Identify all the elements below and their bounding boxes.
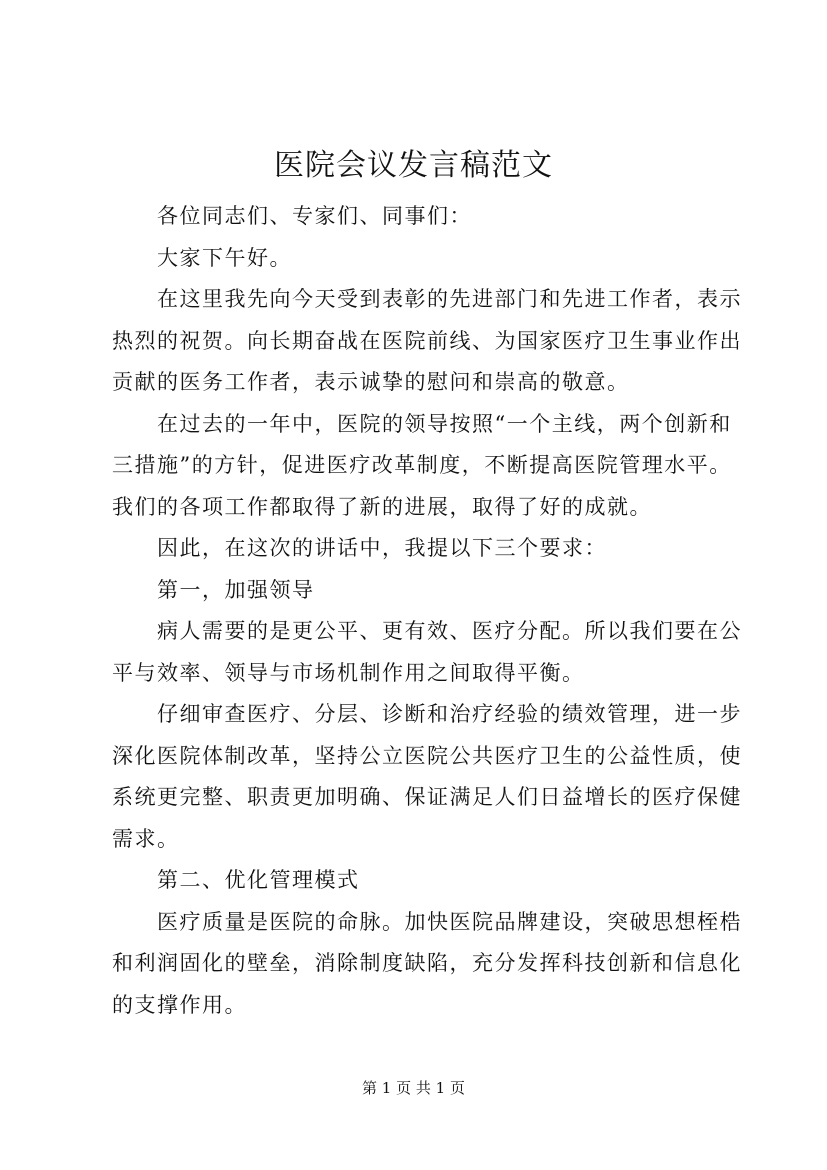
section-heading: 第二、优化管理模式 [157,868,360,892]
document-title: 医院会议发言稿范文 [274,148,553,183]
paragraph-line: 的支撑作用。 [112,992,247,1017]
paragraph-line: 平与效率、领导与市场机制作用之间取得平衡。 [112,660,585,685]
paragraph-line: 因此，在这次的讲话中，我提以下三个要求： [157,536,607,560]
paragraph-line: 贡献的医务工作者，表示诚挚的慰问和崇高的敬意。 [112,370,630,394]
salutation-line: 各位同志们、专家们、同事们： [157,204,472,228]
paragraph-line: 和利润固化的壁垒，消除制度缺陷，充分发挥科技创新和信息化 [112,951,742,975]
paragraph-line: 系统更完整、职责更加明确、保证满足人们日益增长的医疗保健 [112,785,742,809]
section-heading: 第一，加强领导 [157,577,315,602]
paragraph-line: 病人需要的是更公平、更有效、医疗分配。所以我们要在公 [157,619,742,643]
paragraph-line: 在过去的一年中，医院的领导按照“一个主线，两个创新和 [157,411,732,436]
paragraph-line: 热烈的祝贺。向长期奋战在医院前线、为国家医疗卫生事业作出 [112,328,742,353]
paragraph-line: 三措施”的方针，促进医疗改革制度，不断提高医院管理水平。 [112,453,732,477]
document-body [112,196,742,1026]
greeting-line: 大家下午好。 [157,245,292,270]
paragraph-line: 深化医院体制改革，坚持公立医院公共医疗卫生的公益性质，使 [112,743,742,768]
paragraph-line: 在这里我先向今天受到表彰的先进部门和先进工作者，表示 [157,287,742,311]
page-footer: 第 1 页 共 1 页 [362,1079,465,1097]
paragraph-line: 医疗质量是医院的命脉。加快医院品牌建设，突破思想桎梏 [157,909,742,934]
paragraph-line: 需求。 [112,826,180,851]
paragraph-line: 仔细审查医疗、分层、诊断和治疗经验的绩效管理，进一步 [157,702,742,726]
paragraph-line: 我们的各项工作都取得了新的进展，取得了好的成就。 [112,494,652,519]
